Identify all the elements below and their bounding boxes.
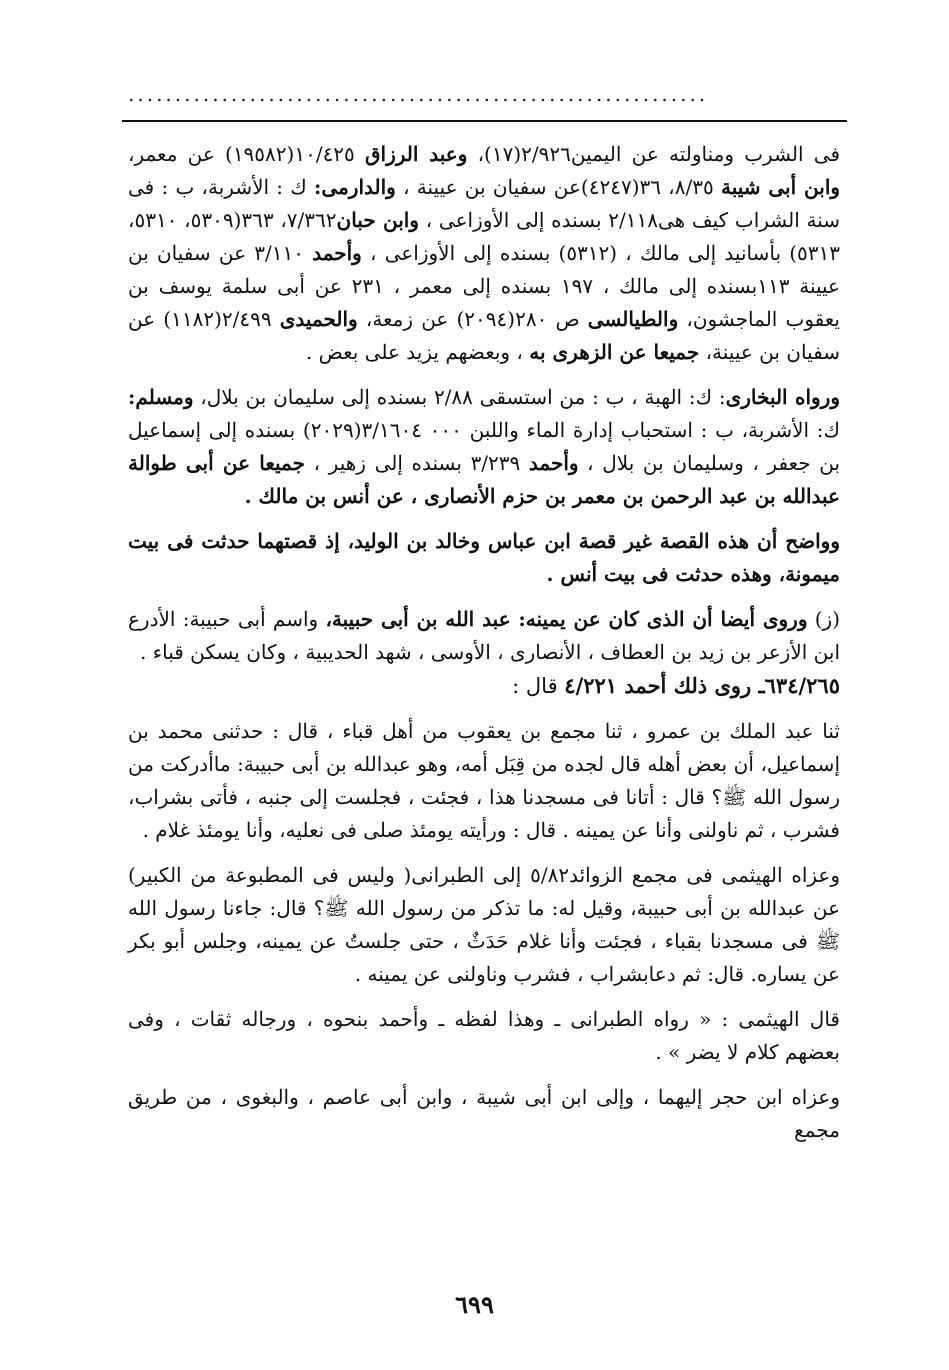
paragraph-ibn-hajar: وعزاه ابن حجر إليهما ، وإلى ابن أبى شيبة ، وابن أبى عاصم ، والبغوى ، من طريق مجمع xyxy=(128,1085,840,1142)
hadith-heading: ٦٣٤/٢٦٥ـ روى ذلك أحمد ٤/٢٢١ قال : xyxy=(512,673,840,698)
paragraph-haythami-attribution: وعزاه الهيثمى فى مجمع الزوائد٥/٨٢ إلى الطبرانى( وليس فى المطبوعة من الكبير) عن عبدالله بن أبى حبيبة، وقيل له: ما تذكر من رسول الله ﷺ؟ قال: جاءنا رسول الله ﷺ فى مسجدنا بقباء ، فجئت وأنا غلام حَدَثٌ ، حتى جلستُ عن يمينه، وجلس أبو بكر عن يساره. قال: ثم دعابشراب ، فشرب وناولنى عن يمينه . xyxy=(128,863,840,986)
paragraph-narrator: (ز) وروى أيضا أن الذى كان عن يمينه: عبد الله بن أبى حبيبة، واسم أبى حبيبة: الأدرع ابن الأزعر بن زيد بن العطاف ، الأنصارى ، الأوسى ، شهد الحديبية ، وكان يسكن قباء . xyxy=(128,607,840,664)
page-body xyxy=(128,138,840,1147)
separator-dots: .............................................................. xyxy=(128,84,709,104)
page-number: ٦٩٩ xyxy=(455,1290,494,1319)
paragraph-citations-2: ورواه البخارى: ك: الهبة ، ب : من استسقى ٢/٨٨ بسنده إلى سليمان بن بلال، ومسلم: ك: الأشربة، ب : استحباب إدارة الماء واللبن ٠٠٠ ٣/١٦٠٤(٢٠٢٩) بسنده إلى إسماعيل بن جعفر ، وسليمان بن بلال ، وأحمد ٣/٢٣٩ بسنده إلى زهير ، جميعا عن أبى طوالة عبدالله بن عبد الرحمن بن معمر بن حزم الأنصارى ، عن أنس بن مالك . xyxy=(128,385,841,508)
paragraph-hadith-text: ثنا عبد الملك بن عمرو ، ثنا مجمع بن يعقوب من أهل قباء ، قال : حدثنى محمد بن إسماعيل، أن بعض أهله قال لجده من قِبَل أمه، وهو عبدالله بن أبى حبيبة: ماأدركت من رسول الله ﷺ؟ قال : أتانا فى مسجدنا هذا ، فجئت ، فجلست إلى جنبه ، فأتى بشراب، فشرب ، ثم ناولنى وأنا عن يمينه . قال : ورأيته يومئذ صلى فى نعليه، وأنا يومئذ غلام . xyxy=(128,719,841,842)
paragraph-remark: وواضح أن هذه القصة غير قصة ابن عباس وخالد بن الوليد، إذ قصتهما حدثت فى بيت ميمونة، وهذه حدثت فى بيت أنس . xyxy=(128,529,840,586)
paragraph-citations-1: فى الشرب ومناولته عن اليمين٢/٩٢٦(١٧)، وعبد الرزاق ١٠/٤٢٥(١٩٥٨٢) عن معمر، وابن أبى شيبة ٨/٣٥، ٣٦(٤٢٤٧)عن سفيان بن عيينة ، والدارمى: ك : الأشربة، ب : فى سنة الشراب كيف هى٢/١١٨ بسنده إلى الأوزاعى ، وابن حبان٧/٣٦٢، ٣٦٣(٥٣٠٩، ٥٣١٠، ٥٣١٣) بأسانيد إلى مالك ، (٥٣١٢) بسنده إلى الأوزاعى ، وأحمد ٣/١١٠ عن سفيان بن عيينة ١١٣بسنده إلى مالك ، ١٩٧ بسنده إلى معمر ، ٢٣١ عن أبى سلمة يوسف بن يعقوب الماجشون، والطيالسى ص ٢٨٠(٢٠٩٤) عن زمعة، والحميدى ٢/٤٩٩(١١٨٢) عن سفيان بن عيينة، جميعا عن الزهرى به ، وبعضهم يزيد على بعض . xyxy=(128,142,841,364)
paragraph-haythami-grading: قال الهيثمى : « رواه الطبرانى ـ وهذا لفظه ـ وأحمد بنحوه ، ورجاله ثقات ، وفى بعضهم كلام لا يضر » . xyxy=(128,1007,840,1064)
horizontal-rule xyxy=(122,120,847,122)
